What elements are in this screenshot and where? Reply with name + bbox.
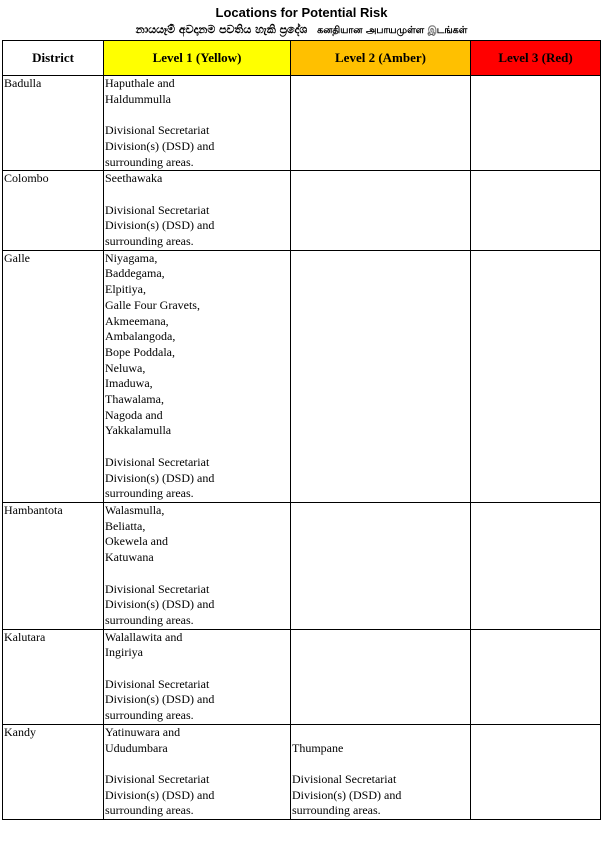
level-3-cell bbox=[471, 724, 601, 819]
level-2-cell bbox=[291, 171, 471, 251]
level-1-cell: Yatinuwara and Ududumbara Divisional Secretariat Division(s) (DSD) and surrounding areas. bbox=[104, 724, 291, 819]
column-header-level-1: Level 1 (Yellow) bbox=[104, 41, 291, 76]
district-cell: Hambantota bbox=[3, 502, 104, 629]
risk-locations-table bbox=[2, 40, 601, 820]
table-row bbox=[3, 629, 601, 724]
document-title: Locations for Potential Risk bbox=[215, 5, 388, 20]
level-2-cell: Thumpane Divisional Secretariat Division(s) (DSD) and surrounding areas. bbox=[291, 724, 471, 819]
table-row bbox=[3, 171, 601, 251]
level-3-cell bbox=[471, 629, 601, 724]
level-2-cell bbox=[291, 76, 471, 171]
column-header-district: District bbox=[3, 41, 104, 76]
level-2-cell bbox=[291, 502, 471, 629]
table-row bbox=[3, 502, 601, 629]
district-cell: Kandy bbox=[3, 724, 104, 819]
level-1-cell: Haputhale and Haldummulla Divisional Secretariat Division(s) (DSD) and surrounding areas. bbox=[104, 76, 291, 171]
level-2-cell bbox=[291, 250, 471, 502]
table-header-row bbox=[3, 41, 601, 76]
table-row bbox=[3, 250, 601, 502]
level-3-cell bbox=[471, 250, 601, 502]
column-header-level-2: Level 2 (Amber) bbox=[291, 41, 471, 76]
level-1-cell: Seethawaka Divisional Secretariat Division(s) (DSD) and surrounding areas. bbox=[104, 171, 291, 251]
level-3-cell bbox=[471, 171, 601, 251]
document-page bbox=[1, 5, 602, 820]
table-row bbox=[3, 724, 601, 819]
level-3-cell bbox=[471, 502, 601, 629]
district-cell: Colombo bbox=[3, 171, 104, 251]
document-subtitle bbox=[1, 21, 602, 40]
level-1-cell: Niyagama, Baddegama, Elpitiya, Galle Four Gravets, Akmeemana, Ambalangoda, Bope Poddala, Neluwa, Imaduwa, Thawalama, Nagoda and Yakkalamulla Divisional Secretariat Division(s) (DSD) and surrounding areas. bbox=[104, 250, 291, 502]
subtitle-tamil: கனதியான அபாயமுள்ள இடங்கள் bbox=[317, 25, 468, 36]
level-1-cell: Walasmulla, Beliatta, Okewela and Katuwana Divisional Secretariat Division(s) (DSD) and surrounding areas. bbox=[104, 502, 291, 629]
subtitle-sinhala: නායයෑම් අවදානම පවතිය හැකි ප්‍රදේශ bbox=[135, 23, 308, 36]
table-row bbox=[3, 76, 601, 171]
level-2-cell bbox=[291, 629, 471, 724]
district-cell: Kalutara bbox=[3, 629, 104, 724]
district-cell: Badulla bbox=[3, 76, 104, 171]
level-1-cell: Walallawita and Ingiriya Divisional Secretariat Division(s) (DSD) and surrounding areas. bbox=[104, 629, 291, 724]
level-3-cell bbox=[471, 76, 601, 171]
column-header-level-3: Level 3 (Red) bbox=[471, 41, 601, 76]
district-cell: Galle bbox=[3, 250, 104, 502]
